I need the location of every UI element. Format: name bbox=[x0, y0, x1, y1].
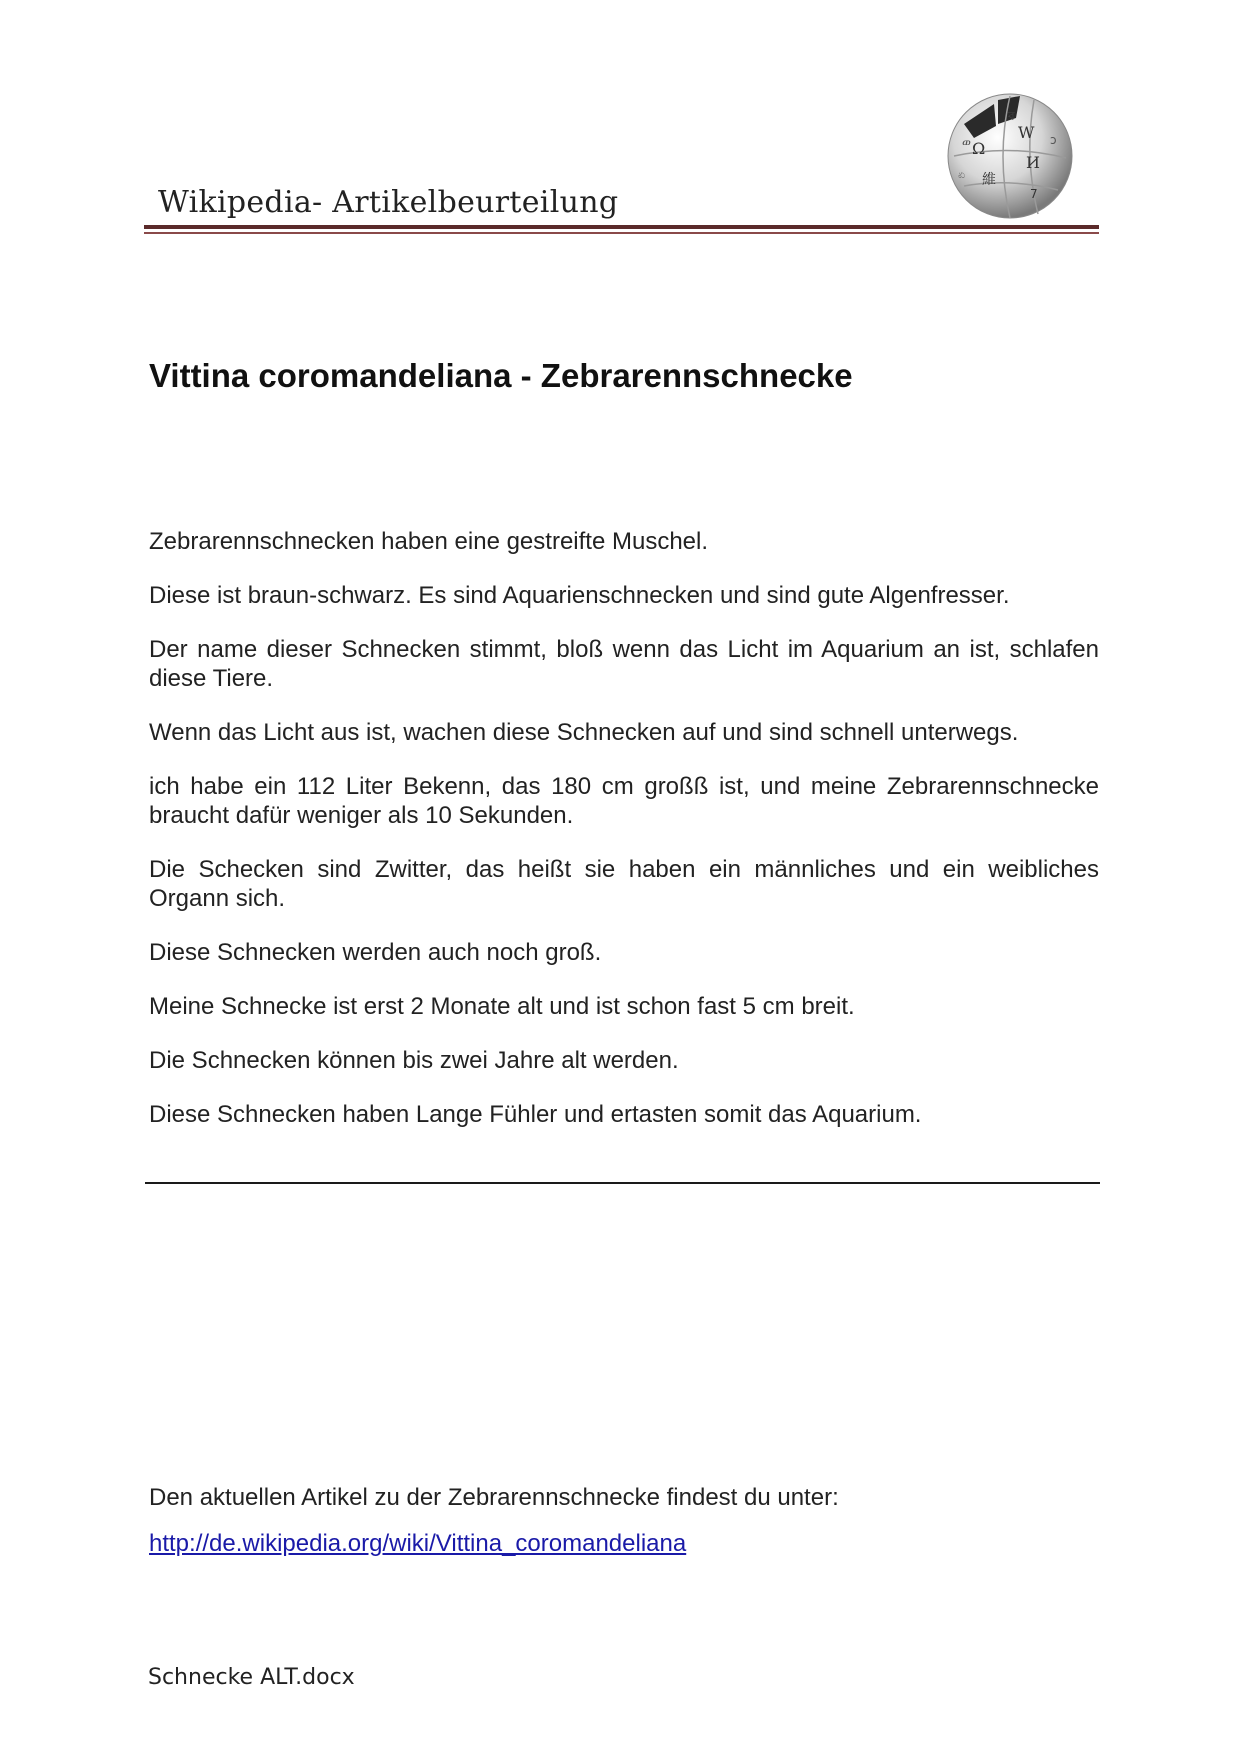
svg-text:Ω: Ω bbox=[972, 139, 986, 158]
article-title: Vittina coromandeliana - Zebrarennschnecke bbox=[149, 357, 853, 394]
article-body bbox=[149, 527, 1099, 1154]
file-name: Schnecke ALT.docx bbox=[148, 1665, 355, 1690]
wikipedia-globe-icon bbox=[934, 86, 1086, 222]
header-title: Wikipedia- Artikelbeurteilung bbox=[158, 185, 619, 220]
paragraph: Die Schecken sind Zwitter, das heißt sie haben ein männliches und ein weibliches Organn sich. bbox=[149, 856, 1099, 912]
svg-text:W: W bbox=[1018, 123, 1035, 142]
svg-text:ɔ: ɔ bbox=[1050, 133, 1057, 147]
svg-text:И: И bbox=[1026, 153, 1040, 172]
paragraph: Wenn das Licht aus ist, wachen diese Schnecken auf und sind schnell unterwegs. bbox=[149, 719, 1019, 746]
header-rule bbox=[144, 225, 1099, 235]
paragraph: Diese ist braun-schwarz. Es sind Aquarienschnecken und sind gute Algenfresser. bbox=[149, 582, 1010, 609]
svg-text:ব: ব bbox=[1008, 109, 1015, 123]
section-separator bbox=[145, 1182, 1100, 1184]
svg-text:ወ: ወ bbox=[962, 135, 971, 149]
svg-text:維: 維 bbox=[982, 172, 996, 188]
paragraph: Der name dieser Schnecken stimmt, bloß wenn das Licht im Aquarium an ist, schlafen diese Tiere. bbox=[149, 636, 1099, 692]
article-link[interactable]: http://de.wikipedia.org/wiki/Vittina_coromandeliana bbox=[149, 1530, 687, 1557]
paragraph: Zebrarennschnecken haben eine gestreifte Muschel. bbox=[149, 528, 709, 555]
paragraph: Die Schnecken können bis zwei Jahre alt werden. bbox=[149, 1047, 679, 1074]
paragraph: Meine Schnecke ist erst 2 Monate alt und ist schon fast 5 cm breit. bbox=[149, 993, 855, 1020]
paragraph: ich habe ein 112 Liter Bekenn, das 180 cm großß ist, und meine Zebrarennschnecke braucht dafür weniger als 10 Sekunden. bbox=[149, 773, 1099, 829]
paragraph: Diese Schnecken werden auch noch groß. bbox=[149, 939, 602, 966]
svg-text:7: 7 bbox=[1030, 187, 1038, 201]
svg-text:ಏ: ಏ bbox=[958, 168, 966, 181]
paragraph: Diese Schnecken haben Lange Fühler und ertasten somit das Aquarium. bbox=[149, 1101, 922, 1128]
footer-note: Den aktuellen Artikel zu der Zebrarennschnecke findest du unter: bbox=[149, 1484, 839, 1511]
